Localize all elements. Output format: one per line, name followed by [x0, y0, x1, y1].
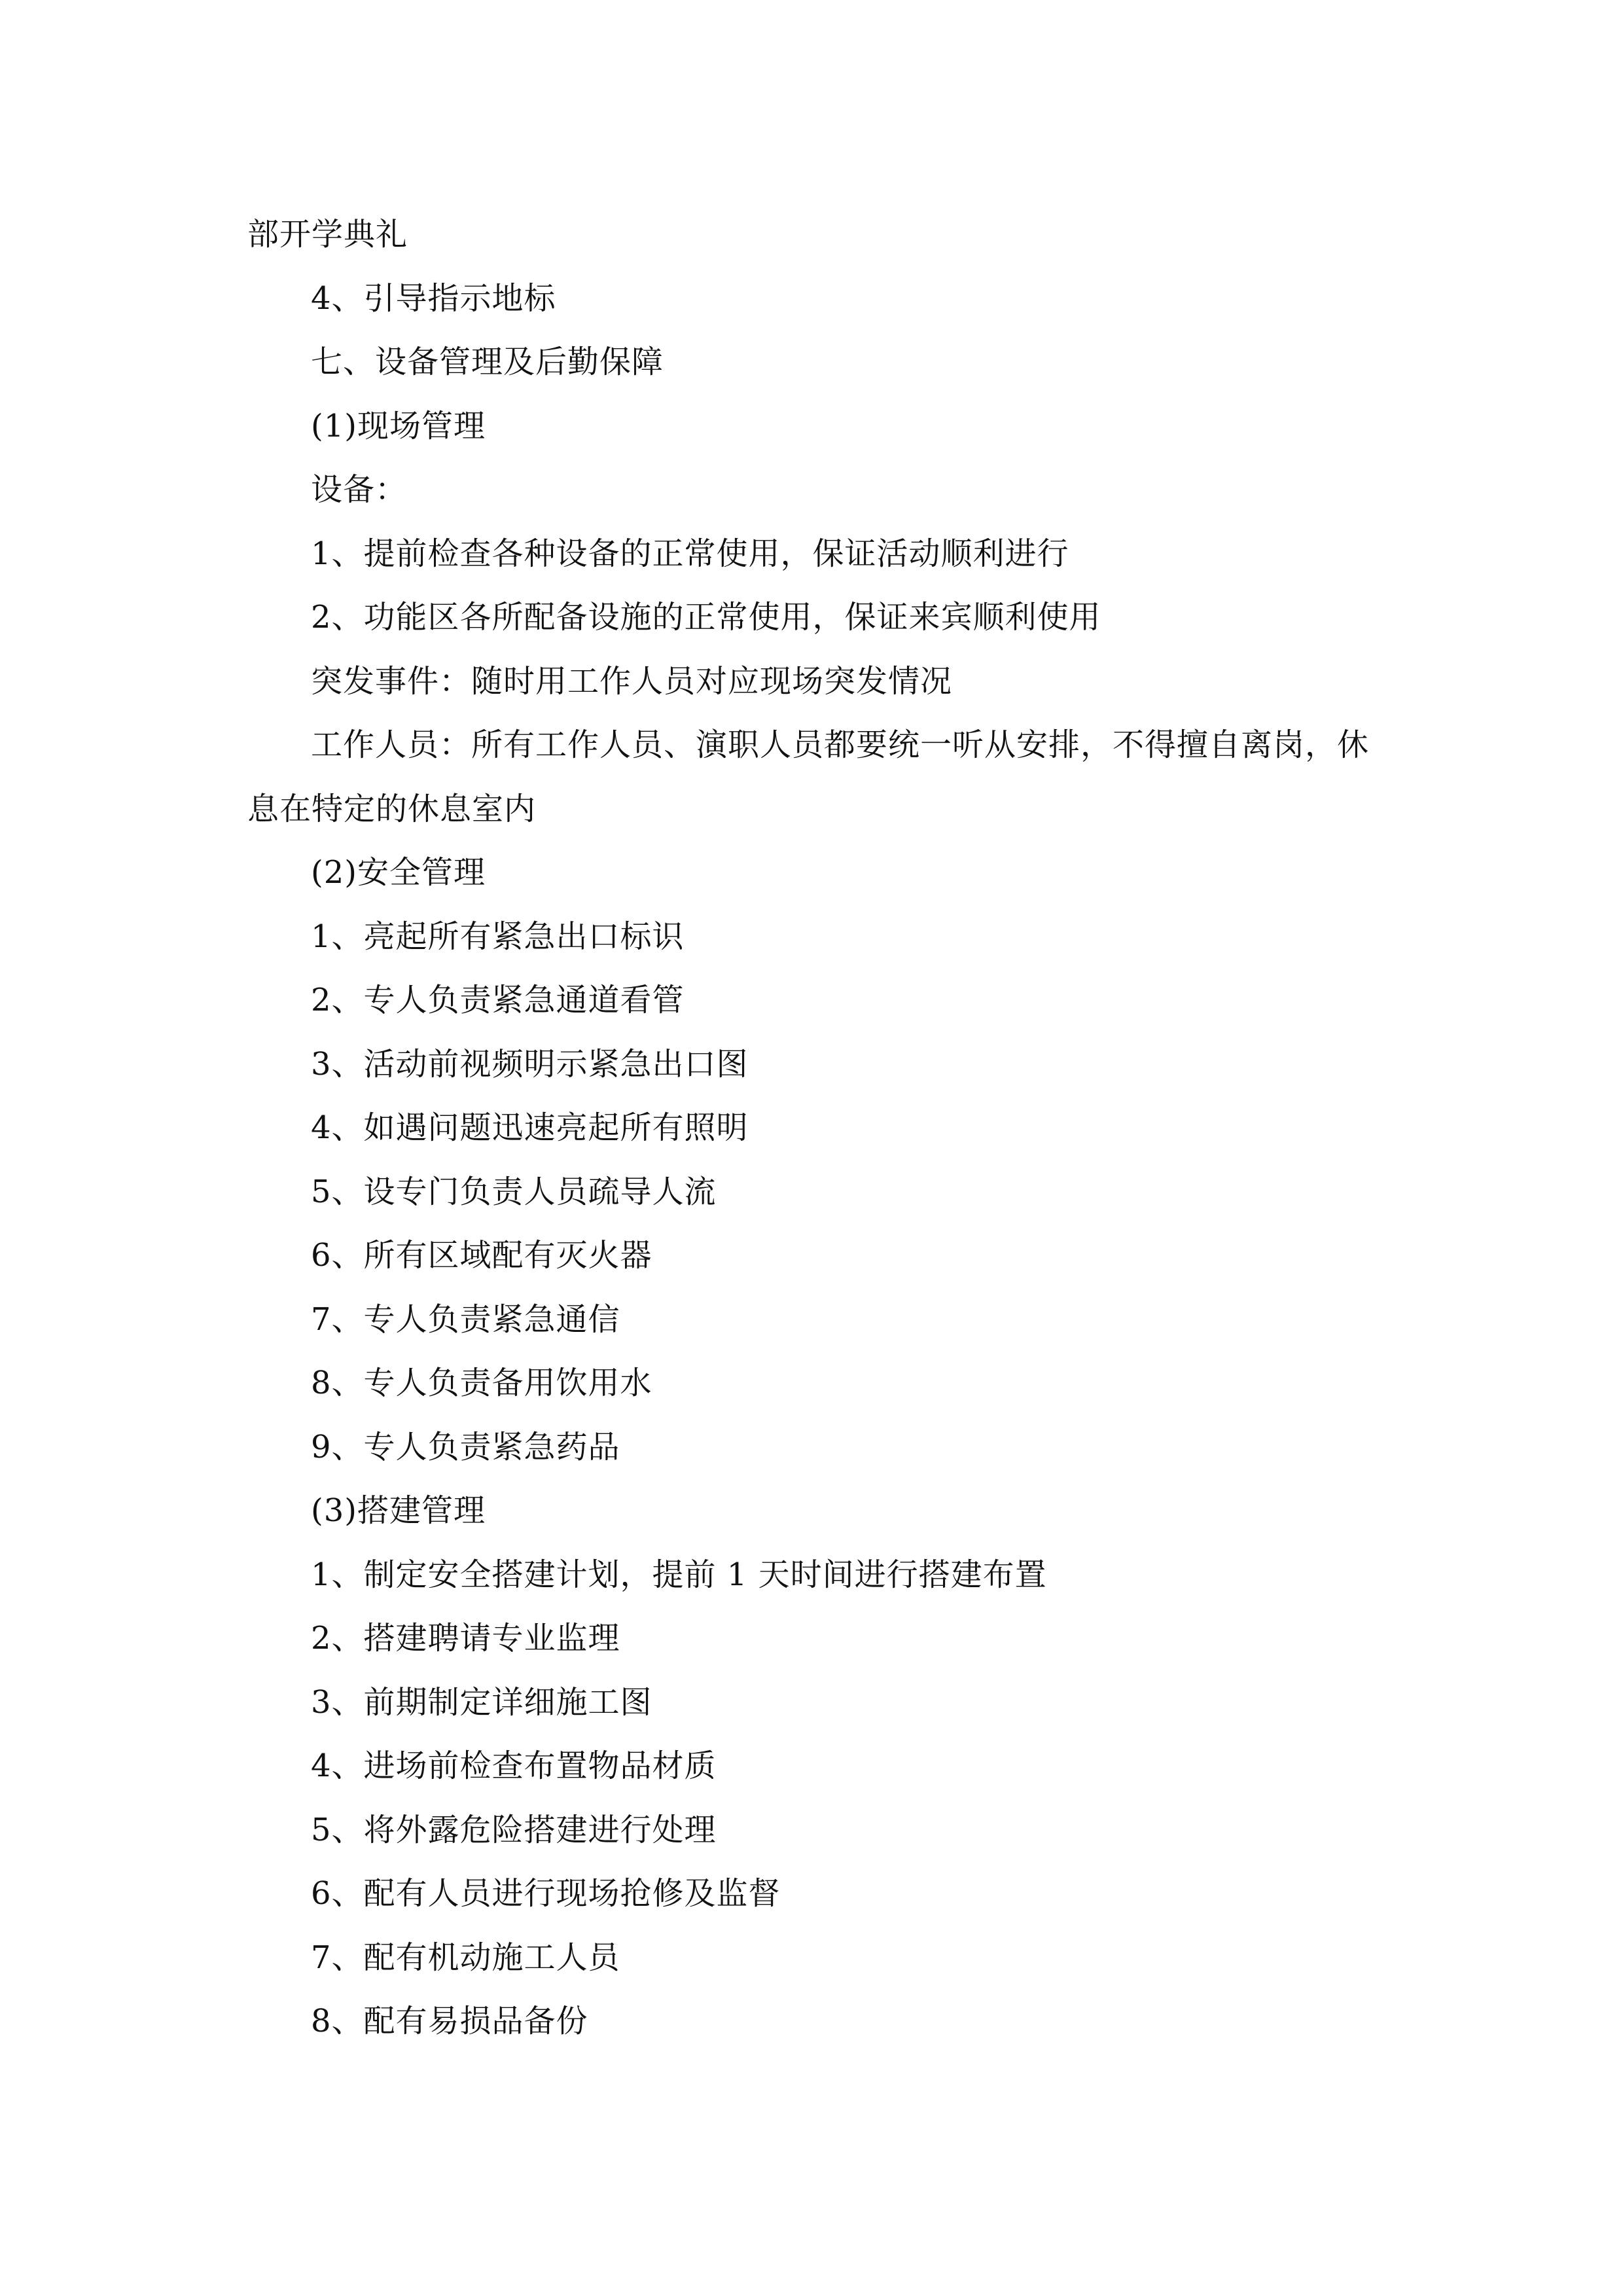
- list-item: 7、专人负责紧急通信: [311, 1300, 620, 1338]
- text-line-emergency: 突发事件：随时用工作人员对应现场突发情况: [311, 662, 953, 700]
- list-item: 4、如遇问题迅速亮起所有照明: [311, 1109, 749, 1146]
- list-item: 9、专人负责紧急药品: [311, 1428, 620, 1465]
- document-body: [247, 203, 1380, 2054]
- list-item: 1、提前检查各种设备的正常使用，保证活动顺利进行: [311, 535, 1069, 572]
- list-item: 5、将外露危险搭建进行处理: [311, 1811, 717, 1848]
- list-item: 7、配有机动施工人员: [311, 1939, 620, 1976]
- list-item: 6、配有人员进行现场抢修及监督: [311, 1875, 781, 1912]
- text-line-2: 4、引导指示地标: [311, 279, 556, 317]
- section-heading-equipment-logistics: 七、设备管理及后勤保障: [311, 344, 664, 380]
- list-item: 2、专人负责紧急通道看管: [311, 982, 685, 1018]
- list-item: 3、前期制定详细施工图: [311, 1683, 652, 1721]
- list-item: 5、设专门负责人员疏导人流: [311, 1173, 717, 1210]
- list-item: 2、搭建聘请专业监理: [311, 1620, 620, 1657]
- list-item: 6、所有区域配有灭火器: [311, 1237, 652, 1274]
- text-line-staff-continued: 息在特定的休息室内: [247, 790, 537, 827]
- list-item: 1、亮起所有紧急出口标识: [311, 918, 685, 955]
- list-item: 8、专人负责备用饮用水: [311, 1365, 652, 1401]
- list-item: 3、活动前视频明示紧急出口图: [311, 1045, 749, 1083]
- list-item: 2、功能区各所配备设施的正常使用，保证来宾顺利使用: [311, 599, 1101, 636]
- list-item: 1、制定安全搭建计划，提前 1 天时间进行搭建布置: [311, 1556, 1047, 1593]
- list-item: 4、进场前检查布置物品材质: [311, 1748, 717, 1784]
- subsection-heading-site-management: (1)现场管理: [311, 407, 486, 444]
- text-line-1: 部开学典礼: [247, 216, 408, 253]
- text-line-equipment-label: 设备：: [311, 471, 408, 508]
- subsection-heading-construction-management: (3)搭建管理: [311, 1492, 486, 1529]
- list-item: 8、配有易损品备份: [311, 2003, 588, 2039]
- subsection-heading-safety-management: (2)安全管理: [311, 854, 486, 891]
- text-line-staff: 工作人员：所有工作人员、演职人员都要统一听从安排，不得擅自离岗，休: [311, 726, 1370, 763]
